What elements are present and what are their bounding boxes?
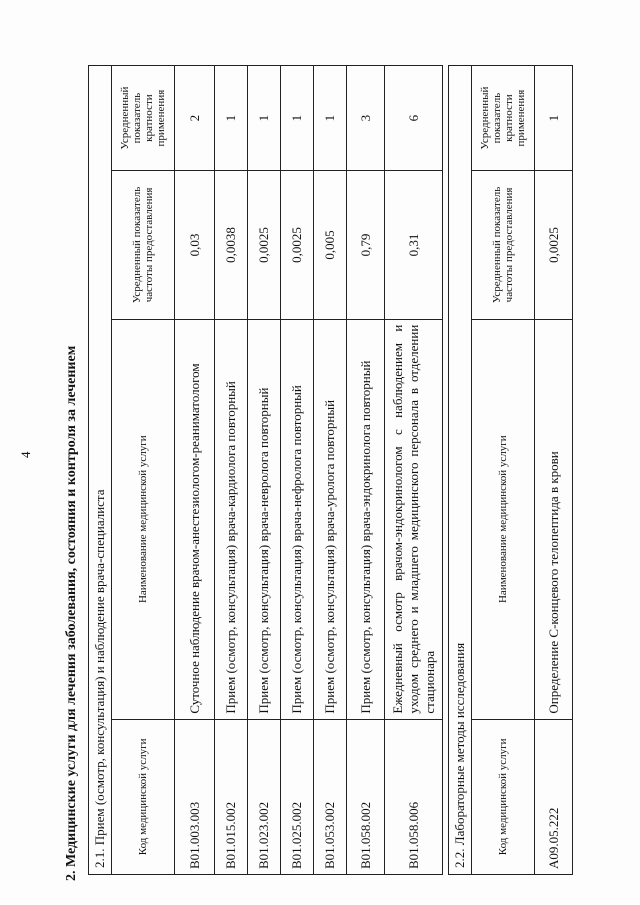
cell-code: B01.058.006 <box>385 719 443 874</box>
table-caption: 2.2. Лабораторные методы исследования <box>449 66 472 875</box>
cell-code: A09.05.222 <box>535 719 573 874</box>
cell-freq: 0,0025 <box>281 171 314 320</box>
cell-name: Суточное наблюдение врачом-анестезиологом-реаниматологом <box>175 319 215 719</box>
cell-freq: 0,0038 <box>215 171 248 320</box>
cell-freq: 0,0025 <box>535 171 573 320</box>
cell-name: Ежедневный осмотр врачом-эндокринологом с наблюдением и уходом среднего и младшего медицинского персонала в отделении стационара <box>385 319 443 719</box>
header-name: Наименование медицинской услуги <box>112 319 175 719</box>
table-row <box>175 66 215 875</box>
table-caption-row <box>89 66 112 875</box>
table-caption: 2.1. Прием (осмотр, консультация) и наблюдение врача-специалиста <box>89 66 112 875</box>
table-row <box>314 66 347 875</box>
cell-mult: 6 <box>385 66 443 171</box>
table-row <box>347 66 385 875</box>
cell-name: Прием (осмотр, консультация) врача-нефролога повторный <box>281 319 314 719</box>
header-code: Код медицинской услуги <box>472 719 535 874</box>
table-header-row <box>472 66 535 875</box>
cell-mult: 1 <box>314 66 347 171</box>
cell-mult: 1 <box>248 66 281 171</box>
cell-mult: 1 <box>281 66 314 171</box>
cell-code: B01.053.002 <box>314 719 347 874</box>
cell-code: B01.058.002 <box>347 719 385 874</box>
header-mult: Усредненный показатель кратности применения <box>472 66 535 171</box>
table-row <box>281 66 314 875</box>
cell-mult: 2 <box>175 66 215 171</box>
cell-code: B01.003.003 <box>175 719 215 874</box>
cell-name: Прием (осмотр, консультация) врача-невролога повторный <box>248 319 281 719</box>
cell-name: Определение С-концевого телопептида в крови <box>535 319 573 719</box>
table-row <box>535 66 573 875</box>
table-row <box>215 66 248 875</box>
table-caption-row <box>449 66 472 875</box>
header-freq: Усредненный показатель частоты предоставления <box>112 171 175 320</box>
cell-mult: 1 <box>535 66 573 171</box>
header-mult: Усредненный показатель кратности применения <box>112 66 175 171</box>
page-number: 4 <box>18 451 33 458</box>
cell-freq: 0,005 <box>314 171 347 320</box>
cell-freq: 0,03 <box>175 171 215 320</box>
table-row <box>248 66 281 875</box>
header-code: Код медицинской услуги <box>112 719 175 874</box>
section-title: 2. Медицинские услуги для лечения заболевания, состояния и контроля за лечением <box>64 345 79 881</box>
cell-freq: 0,79 <box>347 171 385 320</box>
cell-freq: 0,0025 <box>248 171 281 320</box>
cell-code: B01.015.002 <box>215 719 248 874</box>
cell-freq: 0,31 <box>385 171 443 320</box>
table-header-row <box>112 66 175 875</box>
cell-name: Прием (осмотр, консультация) врача-эндокринолога повторный <box>347 319 385 719</box>
header-freq: Усредненный показатель частоты предоставления <box>472 171 535 320</box>
table-row <box>385 66 443 875</box>
table-consultations <box>88 65 443 875</box>
cell-mult: 1 <box>215 66 248 171</box>
table-lab-methods <box>448 65 573 875</box>
cell-code: B01.025.002 <box>281 719 314 874</box>
cell-mult: 3 <box>347 66 385 171</box>
cell-name: Прием (осмотр, консультация) врача-уролога повторный <box>314 319 347 719</box>
header-name: Наименование медицинской услуги <box>472 319 535 719</box>
cell-code: B01.023.002 <box>248 719 281 874</box>
cell-name: Прием (осмотр, консультация) врача-кардиолога повторный <box>215 319 248 719</box>
